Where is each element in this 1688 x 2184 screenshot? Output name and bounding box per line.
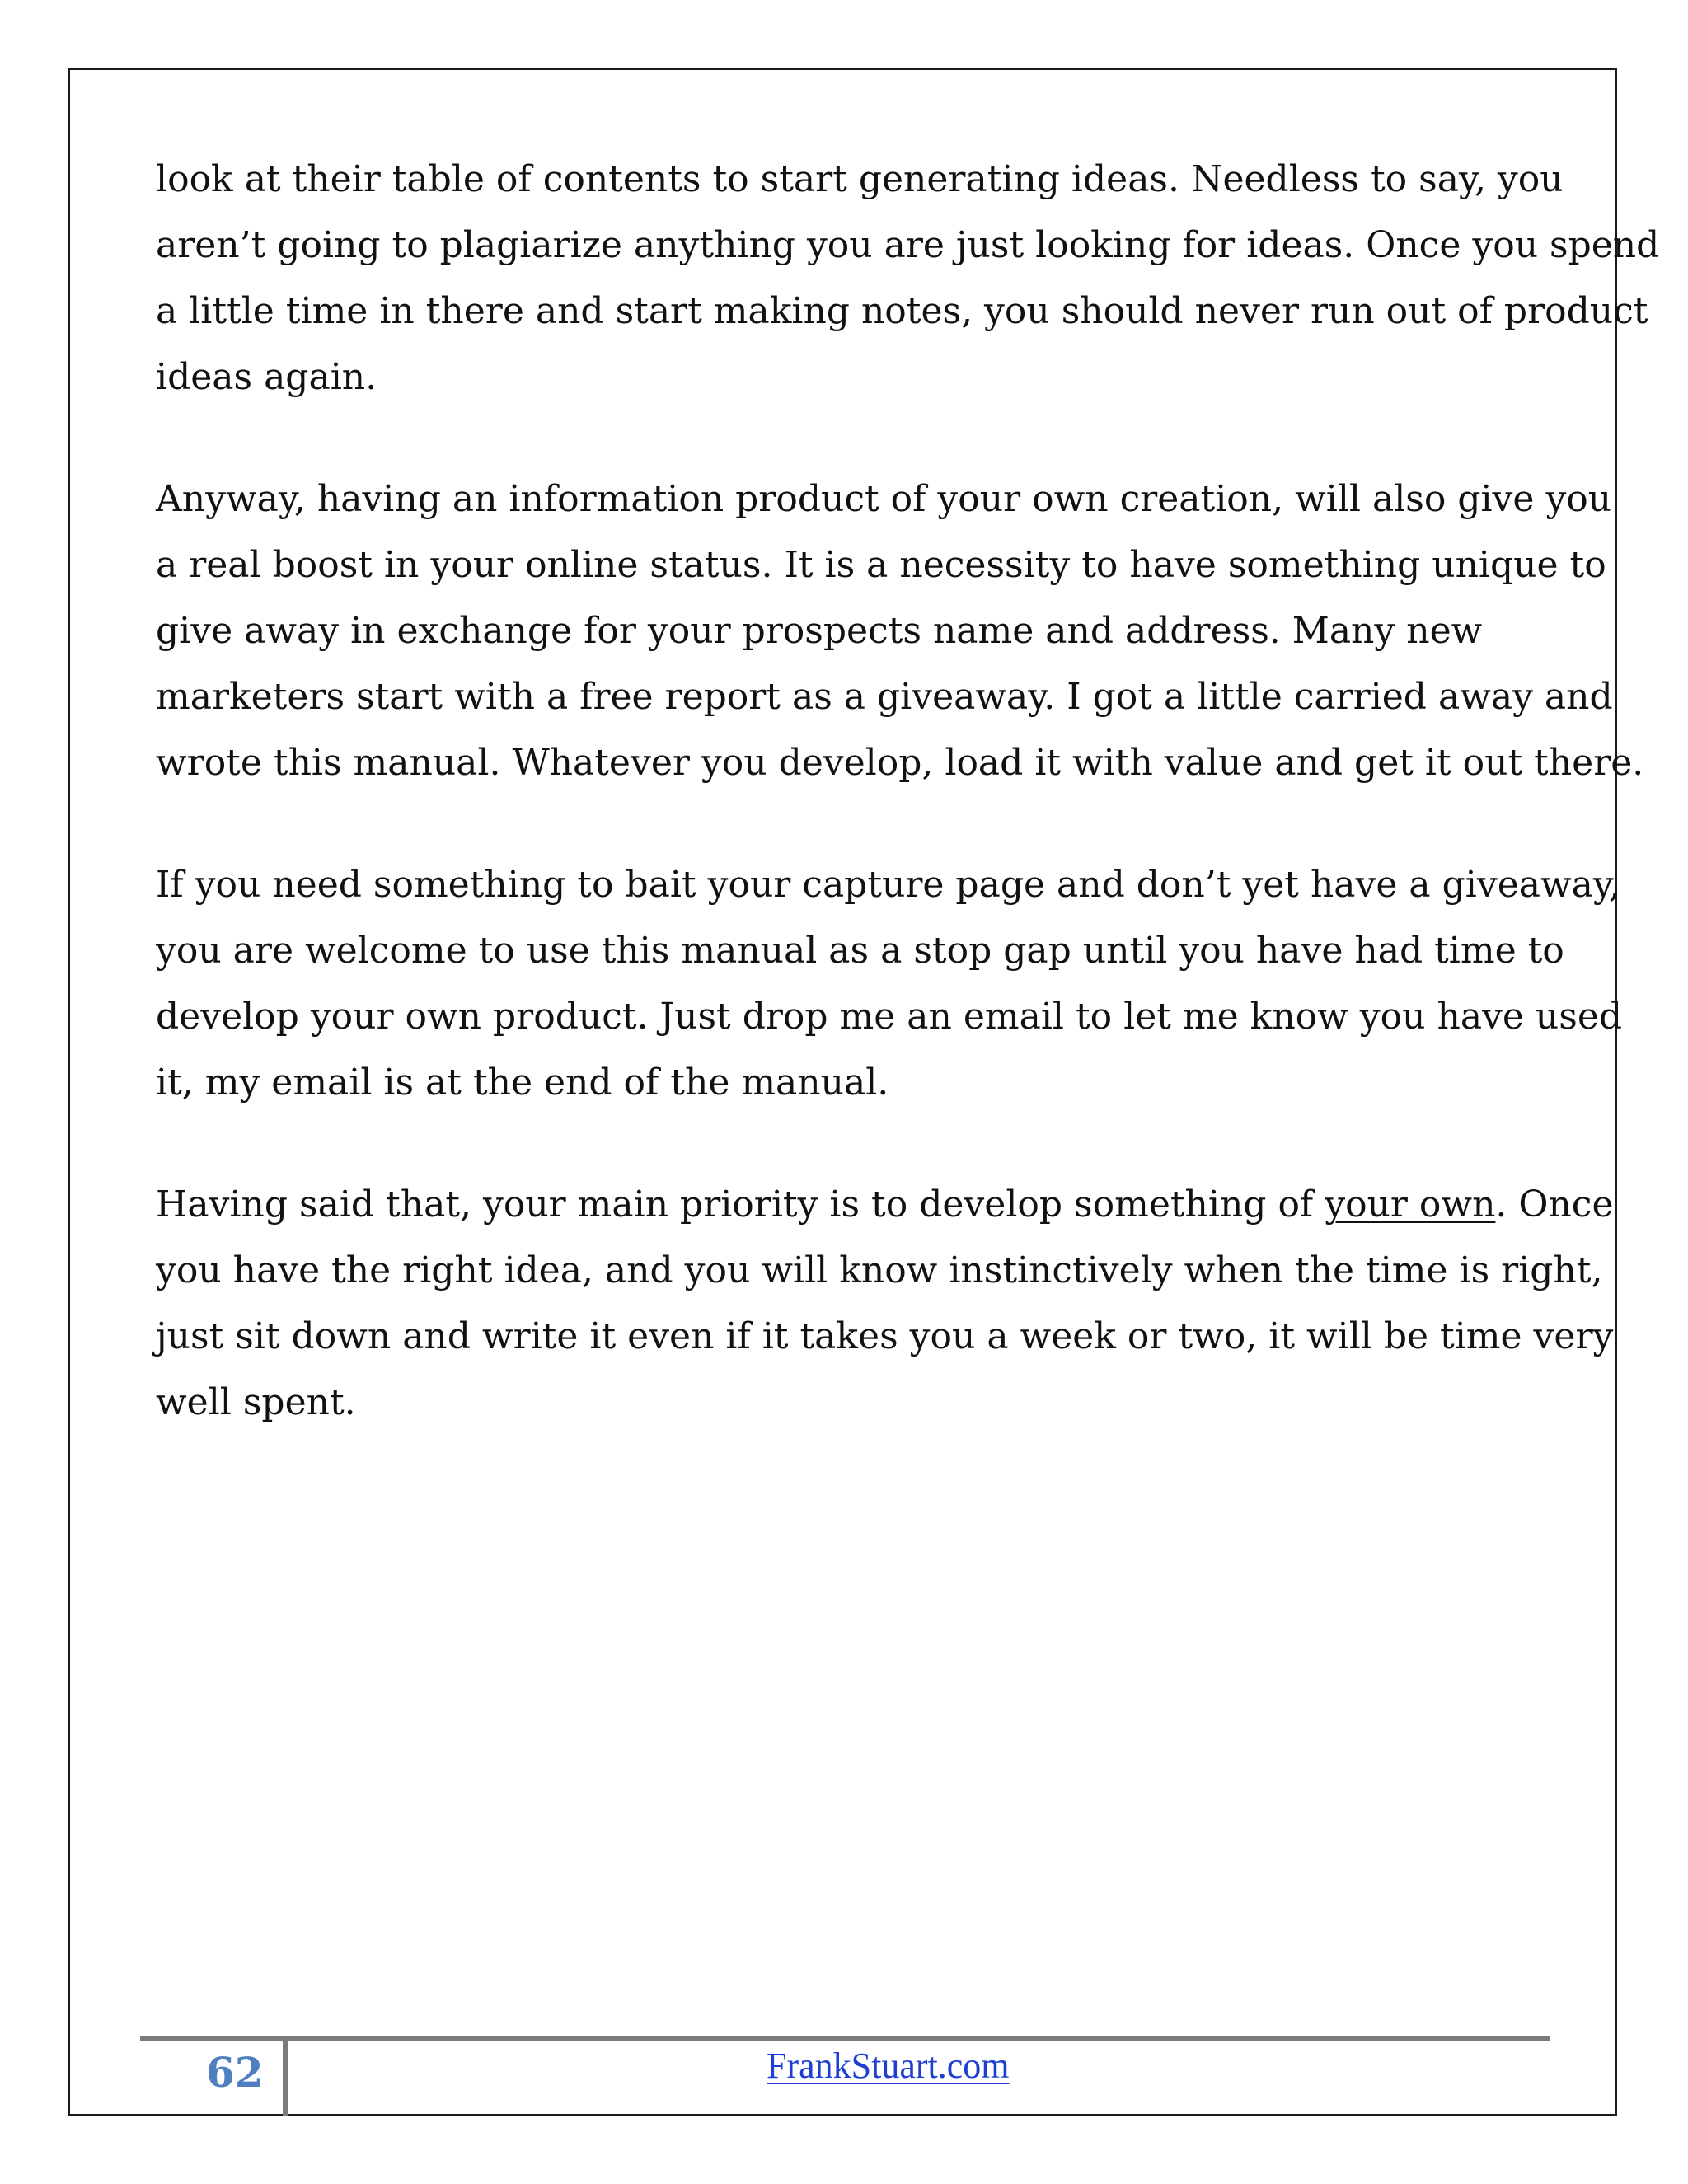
text-line [156, 1172, 1614, 1238]
text-segment: . Once [1495, 1183, 1614, 1226]
text-line: give away in exchange for your prospects name and address. Many new [156, 610, 1483, 652]
paragraph-4 [156, 1172, 1614, 1436]
text-line: look at their table of contents to start generating ideas. Needless to say, you [156, 158, 1564, 200]
text-line: wrote this manual. Whatever you develop, load it with value and get it out there. [156, 742, 1644, 784]
text-line: it, my email is at the end of the manual. [156, 1062, 889, 1104]
text-line: a little time in there and start making notes, you should never run out of product [156, 290, 1648, 332]
page-number: 62 [206, 2048, 264, 2097]
paragraph-2 [156, 466, 1644, 796]
text-line: aren’t going to plagiarize anything you are just looking for ideas. Once you spend [156, 224, 1660, 266]
paragraph-3 [156, 852, 1623, 1116]
text-segment: Having said that, your main priority is to develop something of [156, 1183, 1325, 1226]
text-line: you are welcome to use this manual as a stop gap until you have had time to [156, 930, 1564, 972]
text-line: develop your own product. Just drop me an email to let me know you have used [156, 996, 1623, 1038]
text-line: marketers start with a free report as a giveaway. I got a little carried away and [156, 676, 1613, 718]
website-link[interactable]: FrankStuart.com [767, 2046, 1010, 2086]
paragraph-1 [156, 147, 1660, 410]
text-line: ideas again. [156, 356, 377, 398]
text-line: a real boost in your online status. It is a necessity to have something unique to [156, 544, 1606, 586]
text-line: If you need something to bait your capture page and don’t yet have a giveaway, [156, 864, 1620, 906]
body-text [156, 147, 1660, 1492]
text-line: well spent. [156, 1381, 356, 1423]
text-line: Anyway, having an information product of your own creation, will also give you [156, 478, 1612, 520]
text-line: you have the right idea, and you will know instinctively when the time is right, [156, 1249, 1603, 1291]
text-line: just sit down and write it even if it takes you a week or two, it will be time very [156, 1315, 1614, 1357]
underlined-emphasis: your own [1325, 1183, 1496, 1226]
footer-divider [283, 2041, 288, 2116]
